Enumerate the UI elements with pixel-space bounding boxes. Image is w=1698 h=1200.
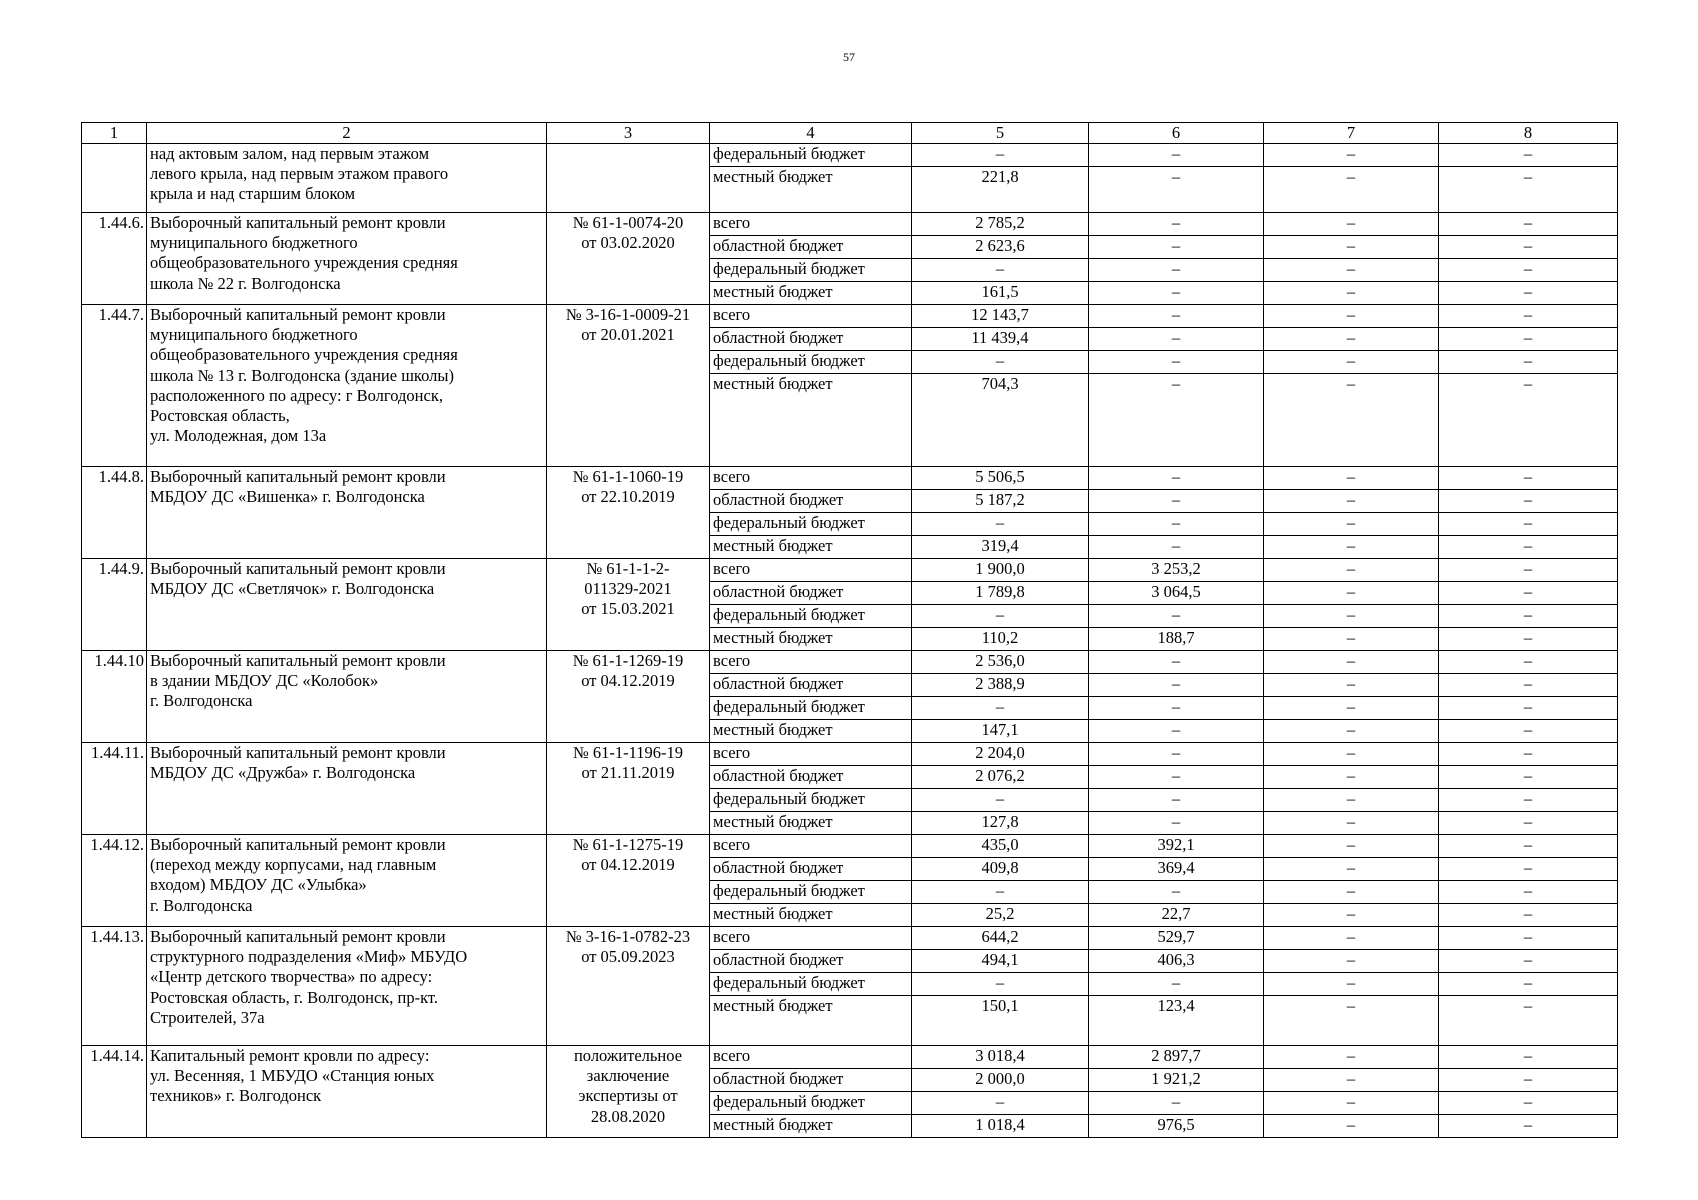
amount-cell: – [1089,743,1264,766]
amount-cell: – [1264,996,1439,1046]
funding-source: всего [710,467,912,490]
expertise-reference-line: экспертизы от [578,1086,678,1106]
column-header: 1 [82,123,147,144]
funding-source: федеральный бюджет [710,881,912,904]
expertise-reference-line: от 05.09.2023 [581,947,675,967]
item-name-line: общеобразовательного учреждения средняя [150,253,458,273]
amount-cell: – [1439,812,1618,835]
amount-cell: – [1264,881,1439,904]
amount-cell: – [1264,374,1439,467]
funding-source: местный бюджет [710,628,912,651]
table-row [82,743,1618,766]
amount-cell: – [1439,282,1618,305]
amount-cell: – [1439,835,1618,858]
item-name-line: Выборочный капитальный ремонт кровли [150,305,446,325]
item-name-line: муниципального бюджетного [150,233,358,253]
amount-cell: – [1439,582,1618,605]
amount-cell: – [1439,213,1618,236]
expertise-reference-line: № 61-1-1269-19 [572,651,684,671]
amount-cell: – [1089,766,1264,789]
amount-cell: 161,5 [912,282,1089,305]
amount-cell: 369,4 [1089,858,1264,881]
expertise-reference-line: № 61-1-1-2- [586,559,670,579]
amount-cell: – [1089,374,1264,467]
funding-source: всего [710,835,912,858]
funding-source: местный бюджет [710,167,912,213]
item-name-line: Ростовская область, [150,405,290,425]
funding-source: областной бюджет [710,674,912,697]
expertise-reference-line: № 3-16-1-0782-23 [565,927,691,947]
amount-cell: – [1264,1069,1439,1092]
expertise-reference [547,144,710,213]
amount-cell: 2 204,0 [912,743,1089,766]
table-row [82,651,1618,674]
amount-cell: – [1264,513,1439,536]
item-name-line: МБДОУ ДС «Вишенка» г. Волгодонска [150,487,425,507]
expertise-reference [547,305,710,467]
amount-cell: – [1439,628,1618,651]
amount-cell: – [1264,835,1439,858]
expertise-reference [547,651,710,743]
amount-cell: – [1264,973,1439,996]
amount-cell: – [1264,282,1439,305]
amount-cell: – [1264,328,1439,351]
item-name-line: Выборочный капитальный ремонт кровли [150,651,446,671]
amount-cell: 3 253,2 [1089,559,1264,582]
amount-cell: 392,1 [1089,835,1264,858]
amount-cell: – [1439,904,1618,927]
item-name-line: ул. Молодежная, дом 13а [150,425,327,445]
amount-cell: – [912,513,1089,536]
item-name [147,651,547,743]
amount-cell: – [1439,881,1618,904]
amount-cell: – [1264,144,1439,167]
expertise-reference-line: № 3-16-1-0009-21 [565,305,691,325]
amount-cell: – [1089,490,1264,513]
amount-cell: – [1264,950,1439,973]
amount-cell: – [1439,490,1618,513]
table-body [82,144,1618,1138]
funding-source: областной бюджет [710,328,912,351]
amount-cell: – [1439,1115,1618,1138]
item-name [147,305,547,467]
item-name [147,927,547,1046]
item-name-line: «Центр детского творчества» по адресу: [150,967,433,987]
amount-cell: 127,8 [912,812,1089,835]
funding-source: всего [710,305,912,328]
item-name-line: (переход между корпусами, над главным [150,855,437,875]
funding-source: федеральный бюджет [710,351,912,374]
amount-cell: – [1264,927,1439,950]
expertise-reference-line: заключение [586,1066,670,1086]
amount-cell: – [1264,651,1439,674]
amount-cell: 494,1 [912,950,1089,973]
item-name-line: школа № 13 г. Волгодонска (здание школы) [150,365,454,385]
amount-cell: 123,4 [1089,996,1264,1046]
amount-cell: – [1089,259,1264,282]
funding-source: местный бюджет [710,904,912,927]
item-name-line: МБДОУ ДС «Светлячок» г. Волгодонска [150,579,435,599]
expertise-reference-line: от 04.12.2019 [581,855,675,875]
column-header: 5 [912,123,1089,144]
table-row [82,1046,1618,1069]
expertise-reference [547,467,710,559]
amount-cell: – [1264,720,1439,743]
expertise-reference [547,559,710,651]
funding-source: федеральный бюджет [710,697,912,720]
amount-cell: – [1264,536,1439,559]
amount-cell: – [1264,628,1439,651]
item-name-line: Выборочный капитальный ремонт кровли [150,467,446,487]
expertise-reference-line: № 61-1-1196-19 [573,743,683,763]
amount-cell: – [1264,858,1439,881]
item-name-line: над актовым залом, над первым этажом [150,144,430,164]
item-name-line: левого крыла, над первым этажом правого [150,164,449,184]
amount-cell: – [1439,674,1618,697]
amount-cell: 409,8 [912,858,1089,881]
expertise-reference [547,213,710,305]
amount-cell: – [1439,167,1618,213]
amount-cell: – [1089,789,1264,812]
amount-cell: – [1439,144,1618,167]
amount-cell: – [1089,513,1264,536]
amount-cell: – [1439,858,1618,881]
funding-source: всего [710,743,912,766]
amount-cell: – [912,144,1089,167]
amount-cell: – [1439,259,1618,282]
amount-cell: 2 536,0 [912,651,1089,674]
item-name [147,467,547,559]
amount-cell: 5 187,2 [912,490,1089,513]
amount-cell: 319,4 [912,536,1089,559]
table-row [82,835,1618,858]
column-header-row [82,123,1618,144]
amount-cell: – [1264,213,1439,236]
funding-source: областной бюджет [710,1069,912,1092]
item-name [147,144,547,213]
item-name-line: муниципального бюджетного [150,325,358,345]
amount-cell: – [1439,513,1618,536]
item-name-line: ул. Весенняя, 1 МБУДО «Станция юных [150,1066,435,1086]
funding-source: областной бюджет [710,490,912,513]
expertise-reference-line: от 15.03.2021 [581,599,675,619]
amount-cell: – [912,1092,1089,1115]
amount-cell: – [912,259,1089,282]
amount-cell: 406,3 [1089,950,1264,973]
item-name-line: Ростовская область, г. Волгодонск, пр-кт. [150,987,439,1007]
funding-source: областной бюджет [710,858,912,881]
expertise-reference [547,743,710,835]
item-name-line: МБДОУ ДС «Дружба» г. Волгодонска [150,763,416,783]
amount-cell: – [1089,536,1264,559]
item-number: 1.44.7. [82,305,147,467]
amount-cell: 3 064,5 [1089,582,1264,605]
amount-cell: – [1439,328,1618,351]
item-name-line: Строителей, 37а [150,1007,265,1027]
amount-cell: – [1089,697,1264,720]
amount-cell: 529,7 [1089,927,1264,950]
amount-cell: 11 439,4 [912,328,1089,351]
amount-cell: 1 789,8 [912,582,1089,605]
item-number: 1.44.13. [82,927,147,1046]
amount-cell: – [1264,605,1439,628]
funding-source: местный бюджет [710,812,912,835]
item-number: 1.44.11. [82,743,147,835]
item-name-line: структурного подразделения «Миф» МБУДО [150,947,468,967]
amount-cell: – [1439,536,1618,559]
column-header: 4 [710,123,912,144]
item-number: 1.44.14. [82,1046,147,1138]
funding-source: областной бюджет [710,766,912,789]
item-name-line: Выборочный капитальный ремонт кровли [150,213,446,233]
amount-cell: – [1264,167,1439,213]
funding-source: всего [710,559,912,582]
amount-cell: 644,2 [912,927,1089,950]
amount-cell: – [1264,582,1439,605]
item-name-line: Выборочный капитальный ремонт кровли [150,559,446,579]
amount-cell: – [1264,674,1439,697]
table-row [82,213,1618,236]
item-name-line: общеобразовательного учреждения средняя [150,345,458,365]
funding-source: федеральный бюджет [710,259,912,282]
amount-cell: 22,7 [1089,904,1264,927]
item-name [147,835,547,927]
item-name [147,213,547,305]
amount-cell: 2 076,2 [912,766,1089,789]
item-number [82,144,147,213]
amount-cell: – [1089,651,1264,674]
amount-cell: – [1439,467,1618,490]
amount-cell: – [1089,236,1264,259]
expertise-reference-line: 28.08.2020 [590,1106,666,1126]
item-name-line: Выборочный капитальный ремонт кровли [150,835,446,855]
item-name-line: г. Волгодонска [150,895,253,915]
amount-cell: – [1264,490,1439,513]
amount-cell: – [1439,605,1618,628]
amount-cell: – [1264,305,1439,328]
amount-cell: – [1439,374,1618,467]
funding-source: федеральный бюджет [710,144,912,167]
funding-source: местный бюджет [710,1115,912,1138]
amount-cell: – [1264,467,1439,490]
amount-cell: – [1264,236,1439,259]
column-header: 3 [547,123,710,144]
table-row [82,467,1618,490]
amount-cell: – [1264,351,1439,374]
amount-cell: – [912,351,1089,374]
budget-table [81,122,1618,1138]
amount-cell: 2 388,9 [912,674,1089,697]
amount-cell: – [1089,812,1264,835]
amount-cell: – [1264,1046,1439,1069]
expertise-reference-line: от 04.12.2019 [581,671,675,691]
amount-cell: – [1089,328,1264,351]
amount-cell: 147,1 [912,720,1089,743]
item-name-line: в здании МБДОУ ДС «Колобок» [150,671,379,691]
expertise-reference-line: от 21.11.2019 [581,763,675,783]
expertise-reference-line: № 61-1-1275-19 [572,835,684,855]
amount-cell: – [1089,973,1264,996]
table-row [82,144,1618,167]
funding-source: федеральный бюджет [710,1092,912,1115]
amount-cell: – [1264,904,1439,927]
amount-cell: 221,8 [912,167,1089,213]
funding-source: всего [710,927,912,950]
amount-cell: 1 900,0 [912,559,1089,582]
amount-cell: – [1264,1115,1439,1138]
table-row [82,305,1618,328]
column-header: 8 [1439,123,1618,144]
item-number: 1.44.6. [82,213,147,305]
funding-source: местный бюджет [710,536,912,559]
amount-cell: – [1439,720,1618,743]
funding-source: всего [710,651,912,674]
expertise-reference-line: положительное [573,1046,683,1066]
amount-cell: – [912,881,1089,904]
amount-cell: – [1264,559,1439,582]
column-header: 6 [1089,123,1264,144]
amount-cell: 2 897,7 [1089,1046,1264,1069]
amount-cell: – [1089,467,1264,490]
column-header: 2 [147,123,547,144]
item-name-line: входом) МБДОУ ДС «Улыбка» [150,875,367,895]
amount-cell: 976,5 [1089,1115,1264,1138]
expertise-reference [547,1046,710,1138]
amount-cell: 188,7 [1089,628,1264,651]
amount-cell: 2 623,6 [912,236,1089,259]
expertise-reference-line: № 61-1-0074-20 [572,213,684,233]
item-name-line: г. Волгодонска [150,691,253,711]
expertise-reference-line: № 61-1-1060-19 [572,467,684,487]
amount-cell: – [1439,927,1618,950]
item-name-line: школа № 22 г. Волгодонска [150,273,341,293]
item-name [147,559,547,651]
amount-cell: – [1089,674,1264,697]
expertise-reference [547,835,710,927]
item-name-line: Выборочный капитальный ремонт кровли [150,743,446,763]
item-number: 1.44.10 [82,651,147,743]
amount-cell: 2 785,2 [912,213,1089,236]
amount-cell: – [1089,1092,1264,1115]
amount-cell: – [1439,973,1618,996]
amount-cell: 110,2 [912,628,1089,651]
item-number: 1.44.9. [82,559,147,651]
amount-cell: – [1439,766,1618,789]
amount-cell: – [1264,697,1439,720]
amount-cell: 12 143,7 [912,305,1089,328]
amount-cell: – [1264,1092,1439,1115]
amount-cell: 435,0 [912,835,1089,858]
amount-cell: – [1439,1092,1618,1115]
amount-cell: – [1439,1046,1618,1069]
amount-cell: – [1439,559,1618,582]
item-name-line: техников» г. Волгодонск [150,1086,322,1106]
item-name [147,1046,547,1138]
amount-cell: – [1089,144,1264,167]
amount-cell: – [1439,1069,1618,1092]
item-number: 1.44.8. [82,467,147,559]
funding-source: областной бюджет [710,950,912,973]
item-name-line: Капитальный ремонт кровли по адресу: [150,1046,430,1066]
amount-cell: 150,1 [912,996,1089,1046]
amount-cell: – [1264,743,1439,766]
amount-cell: 5 506,5 [912,467,1089,490]
amount-cell: – [1089,282,1264,305]
amount-cell: – [912,973,1089,996]
amount-cell: – [912,697,1089,720]
funding-source: местный бюджет [710,996,912,1046]
amount-cell: – [1089,605,1264,628]
amount-cell: – [1439,789,1618,812]
item-name [147,743,547,835]
funding-source: федеральный бюджет [710,973,912,996]
item-number: 1.44.12. [82,835,147,927]
funding-source: местный бюджет [710,720,912,743]
funding-source: областной бюджет [710,582,912,605]
amount-cell: – [1264,789,1439,812]
funding-source: местный бюджет [710,374,912,467]
amount-cell: – [1439,743,1618,766]
amount-cell: – [1089,720,1264,743]
amount-cell: – [1439,950,1618,973]
amount-cell: – [1264,766,1439,789]
amount-cell: 25,2 [912,904,1089,927]
column-header: 7 [1264,123,1439,144]
expertise-reference-line: 011329-2021 [584,579,672,599]
amount-cell: – [1089,167,1264,213]
funding-source: федеральный бюджет [710,789,912,812]
funding-source: всего [710,213,912,236]
amount-cell: 3 018,4 [912,1046,1089,1069]
funding-source: местный бюджет [710,282,912,305]
amount-cell: – [1439,697,1618,720]
funding-source: федеральный бюджет [710,513,912,536]
amount-cell: 704,3 [912,374,1089,467]
item-name-line: расположенного по адресу: г Волгодонск, [150,385,443,405]
amount-cell: – [912,605,1089,628]
funding-source: областной бюджет [710,236,912,259]
amount-cell: 2 000,0 [912,1069,1089,1092]
amount-cell: – [1089,881,1264,904]
amount-cell: – [1439,996,1618,1046]
table-row [82,927,1618,950]
page-number: 57 [843,50,855,64]
item-name-line: Выборочный капитальный ремонт кровли [150,927,446,947]
expertise-reference [547,927,710,1046]
amount-cell: 1 921,2 [1089,1069,1264,1092]
expertise-reference-line: от 22.10.2019 [581,487,675,507]
amount-cell: – [1439,651,1618,674]
amount-cell: – [1089,351,1264,374]
funding-source: всего [710,1046,912,1069]
expertise-reference-line: от 20.01.2021 [581,325,675,345]
expertise-reference-line: от 03.02.2020 [581,233,675,253]
amount-cell: – [912,789,1089,812]
table-row [82,559,1618,582]
amount-cell: – [1439,351,1618,374]
amount-cell: 1 018,4 [912,1115,1089,1138]
amount-cell: – [1264,259,1439,282]
amount-cell: – [1439,236,1618,259]
item-name-line: крыла и над старшим блоком [150,184,356,204]
funding-source: федеральный бюджет [710,605,912,628]
amount-cell: – [1089,305,1264,328]
amount-cell: – [1264,812,1439,835]
amount-cell: – [1439,305,1618,328]
amount-cell: – [1089,213,1264,236]
